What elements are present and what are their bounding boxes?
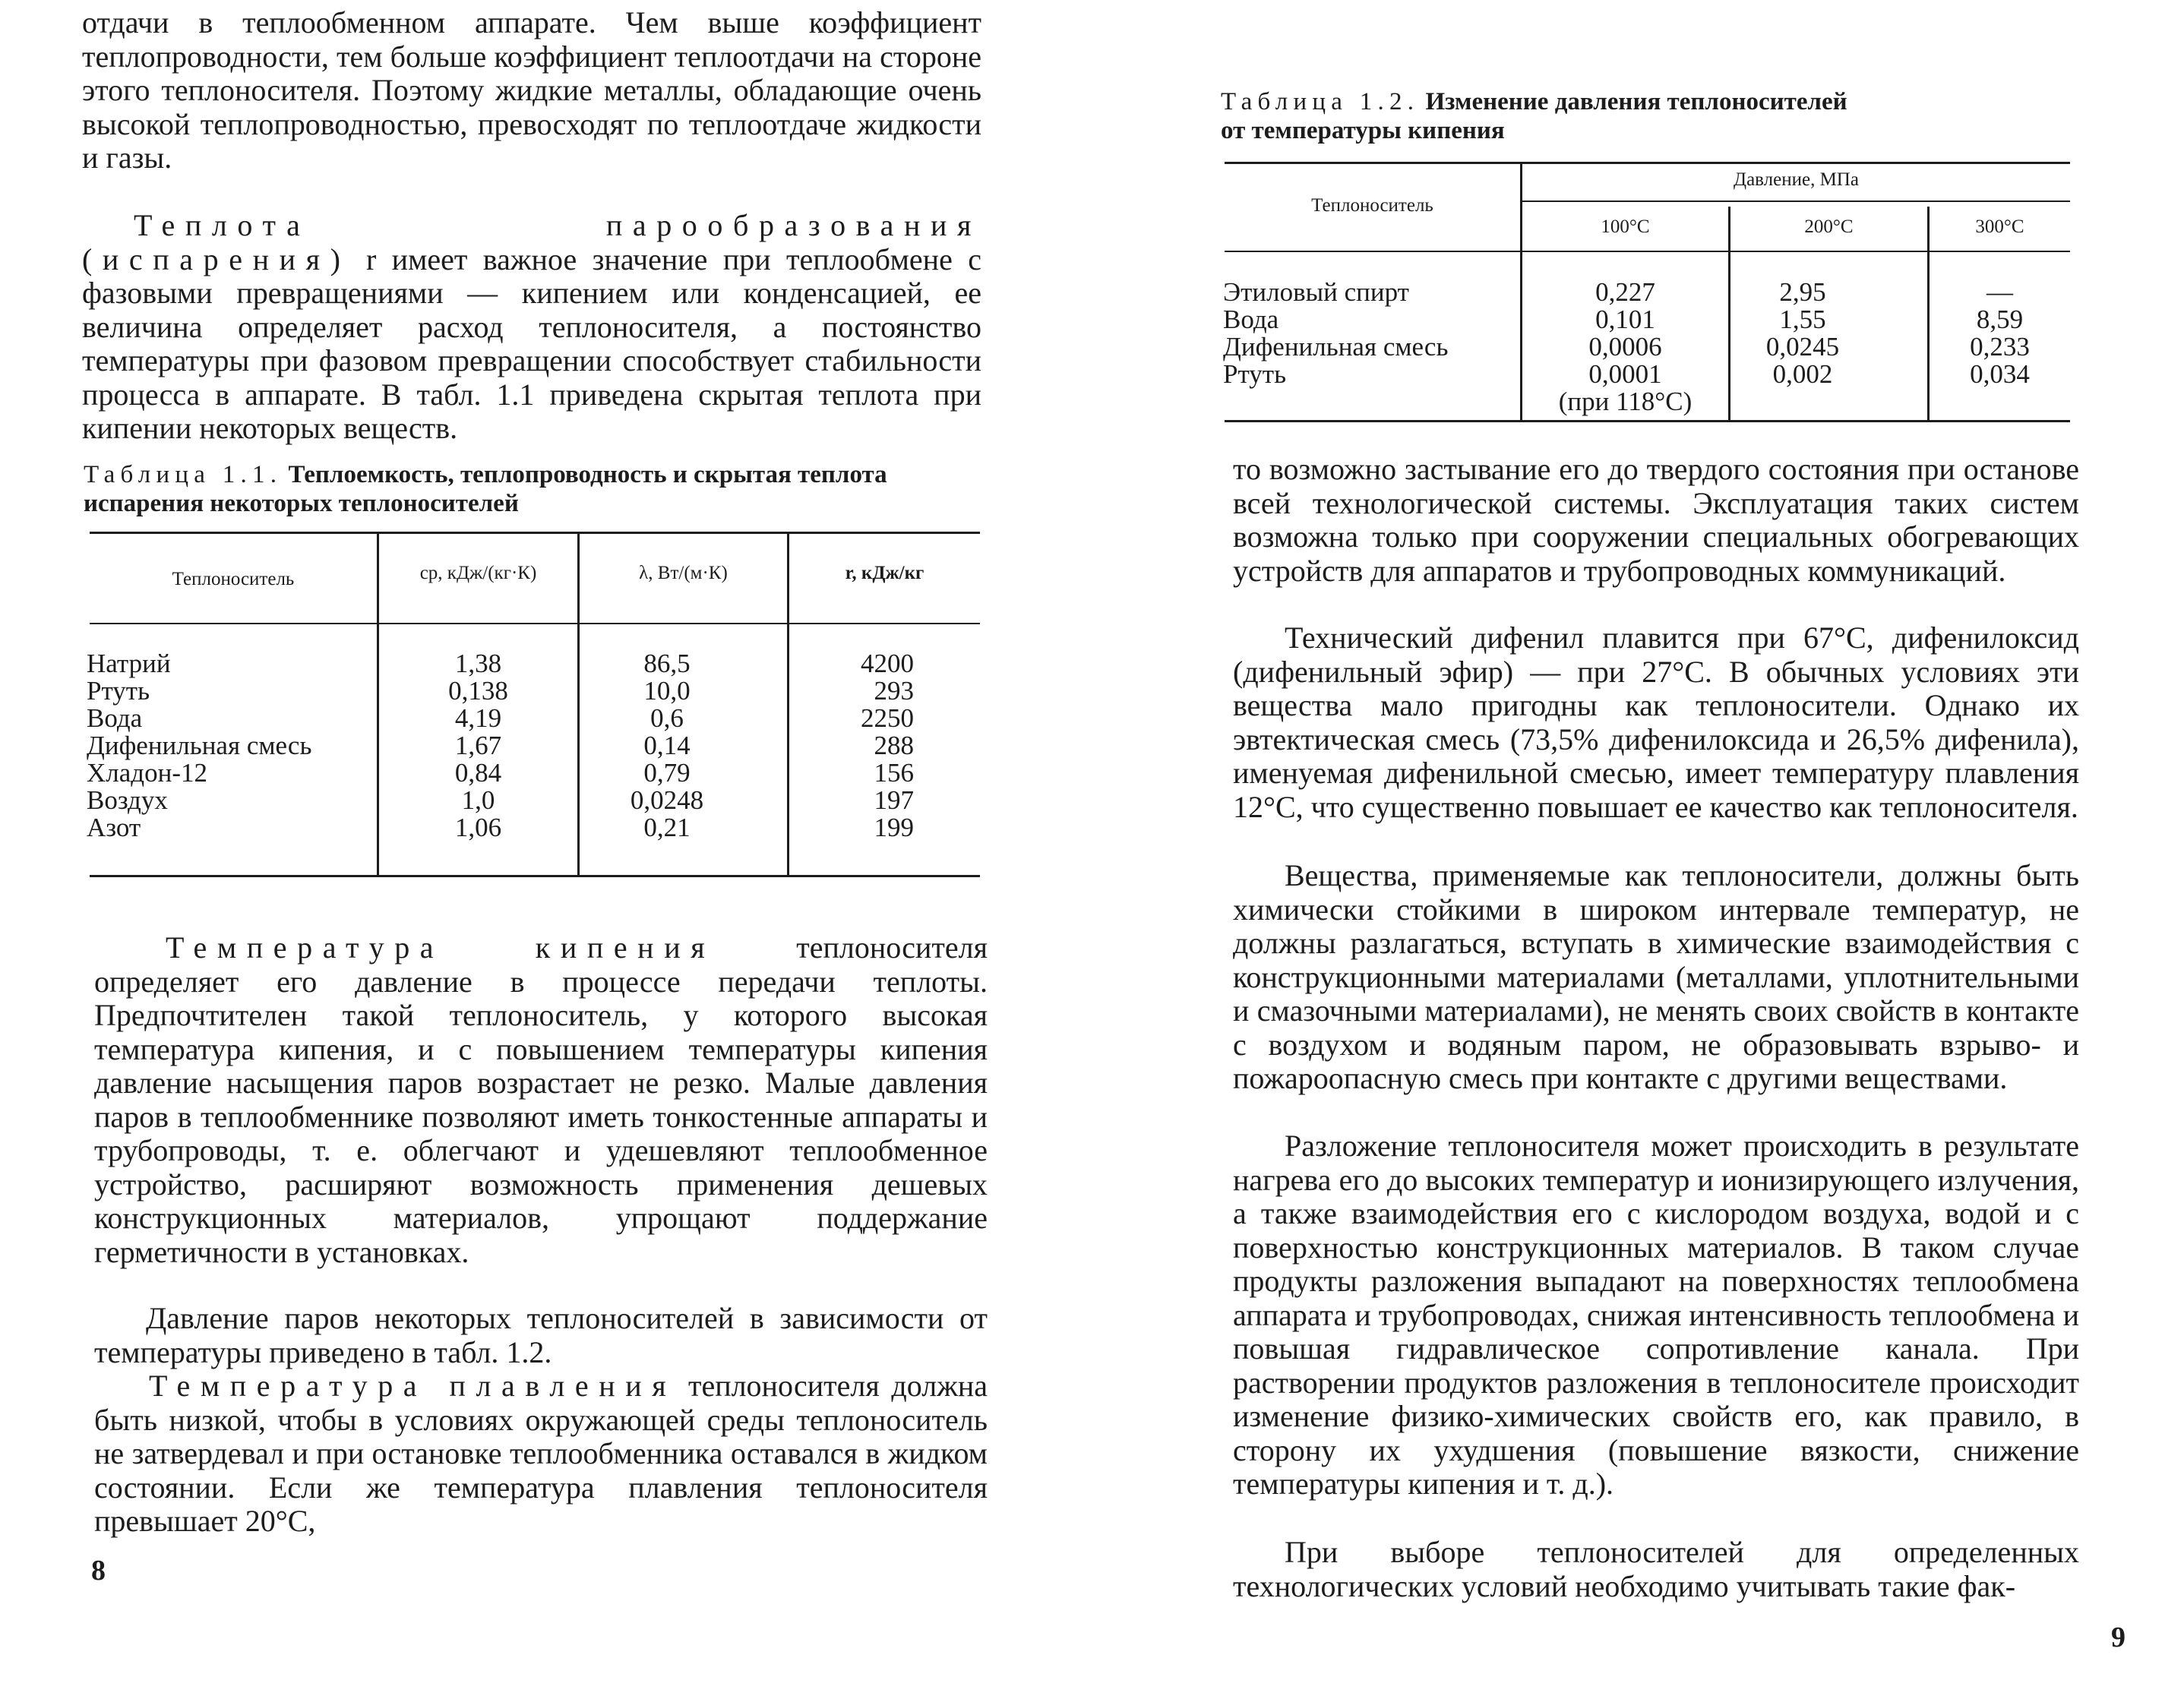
table-1-2-bottom-rule (1225, 420, 2070, 422)
table-1-2-col-100c (1522, 279, 1728, 415)
table-1-2-header-300c: 300°С (1975, 216, 2024, 237)
table-cell: 0,0006 (1588, 332, 1662, 362)
table-1-1-label: Таблица 1.1. (84, 461, 283, 488)
right-page (1092, 0, 2184, 1702)
table-cell: 2,95 (1779, 277, 1826, 307)
table-cell: 1,0 (461, 785, 495, 815)
table-cell: 1,55 (1779, 305, 1826, 334)
table-cell: 0,6 (650, 703, 684, 733)
table-cell: 86,5 (643, 649, 691, 678)
table-1-2-caption (1221, 87, 1980, 145)
table-cell: 1,67 (454, 731, 502, 760)
table-cell: 0,79 (643, 758, 691, 788)
table-cell: 4200 (861, 649, 914, 678)
table-1-2-label: Таблица 1.2. (1221, 88, 1420, 115)
table-1-1-bottom-rule (90, 875, 980, 877)
table-cell: 4,19 (454, 703, 502, 733)
table-1-1-title: Теплоемкость, теплопроводность и скрытая теплота испарения некоторых теплоносителей (84, 461, 887, 517)
table-cell: 0,233 (1970, 332, 2030, 362)
paragraph-decomposition: Разложение теплоносителя может происходить в результате нагрева его до высоких температур и ионизирующего излучения, а также взаимодействия его с кислородом воздуха, водой и с поверхностью конструкционных материалов. В таком случае продукты разложения выпадают на поверхностях теплообмена аппарата и трубопроводах, снижая интенсивность теплообмена и повышая гидравлическое сопротивление канала. При растворении продуктов разложения в теплоносителе происходит изменение физико-химических свойств его, как правило, в сторону их ухудшения (повышение вязкости, снижение температуры кипения и т. д.). (1233, 1129, 2079, 1501)
table-cell: 8,59 (1976, 305, 2024, 334)
table-cell: 156 (874, 758, 914, 788)
table-row: Дифенильная смесь (87, 731, 312, 760)
table-1-1-col-lambda (580, 650, 754, 842)
table-1-1-col-cp (379, 650, 577, 842)
paragraph-boiling (94, 931, 988, 1269)
paragraph-melting-body: теплоносителя должна быть низкой, чтобы в условиях окружающей среды теплоноситель не затвердевал и при остановке теплообменника оставался в жидком состоянии. Если же температура плавления теплоносителя превышает 20°С, (94, 1369, 988, 1538)
paragraph-choice: При выборе теплоносителей для определенных технологических условий необходимо учитывать такие фак- (1233, 1535, 2079, 1603)
table-row: Воздух (87, 785, 168, 815)
table-cell: 2250 (861, 703, 914, 733)
table-row: Азот (87, 813, 141, 842)
table-cell: 0,0001 (1588, 359, 1662, 389)
table-cell: 1,38 (454, 649, 502, 678)
table-1-2-col-300c (1930, 279, 2070, 388)
table-1-2-title-line-1: Изменение давления теплоносителей (1425, 88, 1847, 115)
table-1-1-header-r: r, кДж/кг (845, 563, 924, 583)
paragraph-vaporization (82, 209, 981, 446)
table-1-1-header-lambda: λ, Вт/(м·К) (639, 563, 728, 583)
table-1-2-header-substance: Теплоноситель (1311, 195, 1433, 216)
table-cell: 0,84 (454, 758, 502, 788)
table-cell: — (1986, 277, 2013, 307)
table-row: Ртуть (87, 676, 150, 706)
table-1-2-header-rule (1225, 251, 2070, 252)
table-row: Хладон-12 (87, 758, 207, 788)
table-1-1-header-cp: cp, кДж/(кг·К) (419, 563, 537, 583)
table-1-2-title-line-2: от температуры кипения (1221, 117, 1505, 144)
table-1-2-col-substance (1223, 279, 1519, 388)
table-cell: 293 (874, 676, 914, 706)
table-1-1-caption (84, 460, 988, 518)
page-number-right: 9 (2111, 1621, 2126, 1653)
table-1-1-header-substance: Теплоноситель (172, 569, 295, 589)
table-cell: 288 (874, 731, 914, 760)
table-cell: 1,06 (454, 813, 502, 842)
table-1-1-col-r (789, 650, 914, 842)
paragraph-boiling-body: теплоносителя определяет его давление в процессе передачи теплоты. Предпочтителен такой теплоноситель, у которого высокая температура кипения, и с повышением температуры кипения давление насыщения паров возрастает не резко. Малые давления паров в теплообменнике позволяют иметь тонкостенные аппараты и трубопроводы, т. е. облегчают и удешевляют теплообменное устройство, расширяют возможность применения дешевых конструкционных материалов, упрощают поддержание герметичности в установках. (94, 930, 988, 1269)
table-cell: 0,002 (1772, 359, 1833, 389)
table-1-2-header-100c: 100°С (1601, 216, 1650, 237)
table-row: Вода (1223, 305, 1279, 334)
table-row: Ртуть (1223, 359, 1287, 389)
table-cell: 0,21 (643, 813, 691, 842)
term-melting-temperature: Температура плавления (149, 1369, 677, 1403)
term-boiling-temperature: Температура кипения (166, 930, 716, 965)
table-1-2-pressure-rule (1522, 201, 2070, 202)
paragraph-continuation: то возможно застывание его до твердого состояния при останове всей технологической системы. Эксплуатация таких систем возможна только при сооружении специальных обогревающих устройств для аппаратов и трубопроводных коммуникаций. (1233, 452, 2079, 588)
table-cell: 10,0 (643, 676, 691, 706)
table-row: Натрий (87, 649, 171, 678)
table-1-2-top-rule (1225, 162, 2070, 164)
table-1-2-header-200c: 200°С (1804, 216, 1854, 237)
table-row: Вода (87, 703, 143, 733)
table-row: Дифенильная смесь (1223, 332, 1449, 362)
table-cell: 0,227 (1595, 277, 1655, 307)
paragraph-vaporization-body: r имеет важное значение при теплообмене с фазовыми превращениями — кипением или конденсацией, ее величина определяет расход теплоносителя, а постоянство температуры при фазовом превращении способствует стабильности процесса в аппарате. В табл. 1.1 приведена скрытая теплота при кипении некоторых веществ. (82, 242, 982, 445)
table-1-2-col-200c (1730, 279, 1875, 388)
table-cell: 0,034 (1970, 359, 2030, 389)
paragraph-intro: отдачи в теплообменном аппарате. Чем выше коэффициент теплопроводности, тем больше коэффициент теплоотдачи на стороне этого теплоносителя. Поэтому жидкие металлы, обладающие очень высокой теплопроводностью, превосходят по теплоотдаче жидкости и газы. (82, 5, 981, 175)
table-1-2-header-pressure: Давление, МПа (1734, 169, 1859, 190)
paragraph-stability: Вещества, применяемые как теплоносители, должны быть химически стойкими в широком интервале температур, не должны разлагаться, вступать в химические взаимодействия с конструкционными материалами (металлами, уплотнительными и смазочными материалами), не менять своих свойств в контакте с воздухом и водяным паром, не образовывать взрыво- и пожароопасную смесь при контакте с другими веществами. (1233, 858, 2079, 1095)
paragraph-pressure-ref: Давление паров некоторых теплоносителей в зависимости от температуры приведено в табл. 1.2. (94, 1301, 988, 1369)
table-cell: (при 118°С) (1558, 387, 1693, 416)
table-cell: 199 (874, 813, 914, 842)
table-1-1-header-rule (90, 623, 980, 624)
table-cell: 0,0245 (1765, 332, 1840, 362)
table-cell: 197 (874, 785, 914, 815)
paragraph-melting (94, 1369, 988, 1539)
table-cell: 0,0248 (630, 785, 704, 815)
table-1-1-col-substance (87, 650, 375, 842)
term-vaporization-heat: Теплота парообразования (испарения) (82, 208, 981, 276)
table-cell: 0,101 (1595, 305, 1655, 334)
table-row: Этиловый спирт (1223, 277, 1409, 307)
table-1-1-top-rule (90, 532, 980, 534)
table-cell: 0,14 (643, 731, 691, 760)
table-cell: 0,138 (448, 676, 508, 706)
paragraph-diphenyl: Технический дифенил плавится при 67°С, дифенилоксид (дифенильный эфир) — при 27°С. В обычных условиях эти вещества мало пригодны как теплоносители. Однако их эвтектическая смесь (73,5% дифенилоксида и 26,5% дифенила), именуемая дифенильной смесью, имеет температуру плавления 12°С, что существенно повышает ее качество как теплоносителя. (1233, 620, 2079, 824)
page-number-left: 8 (91, 1555, 106, 1587)
